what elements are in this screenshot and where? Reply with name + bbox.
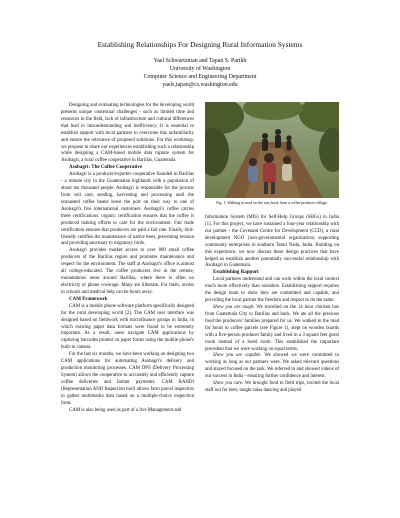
lead-phrase: Show you care. [213,381,244,387]
section-heading-rapport: Establishing Rapport [213,270,259,276]
figure-photo [205,102,339,198]
body-paragraph: For the last six months, we have been working on designing two CAM applications for automating Asobagri's delivery and production monitoring processes. CAM DPS (Delivery Processing System) allows the cooperative to accurately and efficiently capture coffee deliveries and farmer payments. CAM RANDI (Representation AND Inspection tool) allows farm parcel inspectors to gather multimedia data based on a multiple-choice inspection form. [61,352,194,406]
figure-caption: Fig. 1. Walking in mud on the way back from a coffee producer village. [216,201,328,205]
body-paragraph: CAM is a mobile phone software platform specifically designed for the rural developing world [2]. The CAM user interface was designed based on fieldwork with microfinance groups in India, in which existing paper data formats were found to be extremely important. As a result, users navigate CAM applications by capturing barcodes printed on paper forms using the mobile phone's built-in camera. [61,303,194,351]
body-paragraph [205,381,339,395]
lead-phrase: Show you are capable. [213,353,262,359]
author-names: Yael Schwartzman and Tapan S. Parikh [153,58,247,64]
paragraph-text: We travelled on the 14 hour chicken bus from Guatemala City to Barillas and back. We ate all the precious food the producers' families prepared for us. We walked in the mud for hours to coffee parcels (see Figure 1), slept on wooden boards with a five-person producer family and lived in a 3 square feet guest room instead of a hotel room. This established the important precedent that we were working on equal terms. [205,304,339,352]
body-paragraph: Asobagri provides market access to over 800 small coffee producers of the Barillas region and promotes maintenance and respect for the environment. The staff at Asobagri's office is almost all college-educated. The coffee producers live in the remote, mountainous areas around Barillas, where there is often no electricity or phone coverage. Many are illiterate. For them, access to schools and medical help can be hours away. [61,248,194,295]
body-paragraph: Information System (MIS) for Self-Help Groups (SHGs) in India [1]. For this project, we have sustained a four-year relationship with our partner - the Covenant Centre for Development (CCD), a rural development NGO (non-governmental organization) supporting community enterprises in southern Tamil Nadu, India. Building on this experience, we now discuss these design practices that have helped us establish another potentially successful relationship with Asobagri in Guatemala. [205,215,339,269]
walking-in-mud-photo [205,102,339,198]
body-paragraph [205,305,339,353]
paragraph-text: We showed we were committed to working as long as our partners were. We asked relevant questions and stayed focused on the task. We referred to and showed videos of our success in India - ensuring further confidence and interest. [205,353,339,380]
section-heading-asobagri: Asobagri: The Coffee Cooperative [69,165,143,171]
right-column [205,215,339,395]
lead-phrase: Show you are tough. [213,304,255,310]
body-paragraph: Local partners understand and can work within the local context much more effectively than outsiders. Establishing rapport requires the design team to show they are committed and capable, and providing the local partner the freedom and respect to do the same. [205,277,339,304]
paragraph-text: We brought food to field trips, invited the local staff out for beer, taught salsa dancing and played [205,381,339,394]
author-emails: yaels,tapan@cs.washington.edu [162,82,238,88]
body-paragraph [205,353,339,381]
left-column [61,103,194,414]
section-heading-cam: CAM Framework [69,296,108,302]
body-paragraph: CAM is also being used as part of a live Management and [69,407,182,413]
department: Computer Science and Engineering Department [143,74,257,80]
body-paragraph: Asobagri is a producer/exporter cooperative founded in Barillas - a remote city in the Guatemalan highlands with a population of about ten thousand people. Asobagri is responsible for the process from soil care, seeding, harvesting and processing until the unroasted coffee beans leave the port on their way to one of Asobagri's five international customers. Asobagri's coffee carries three certifications: organic certification ensures that the coffee is produced making efforts to care for the environment. Fair trade certification ensures that producers are paid a fair rate. Finally, bird-friendly certifies the maintenance of native trees, preventing erosion and providing sanctuary to migratory birds. [61,172,194,247]
paper-title: Establishing Relationships For Designing Rural Information Systems [97,40,303,49]
affiliation: University of Washington [169,66,231,72]
author-block [0,57,400,89]
body-paragraph: Designing and evaluating technologies for the developing world presents unique contextual challenges - such as limited time and resources in the field, lack of infrastructure and cultural differences that lead to misunderstanding and inefficiency. It is essential to establish rapport with local partners to overcome this unfamiliarity and ensure the relevance of proposed solutions. For this workshop, we propose to share our experiences establishing such a relationship while designing a CAM-based mobile data capture system for Asobagri, a rural coffee cooperative in Barillas, Guatemala. [61,103,194,164]
